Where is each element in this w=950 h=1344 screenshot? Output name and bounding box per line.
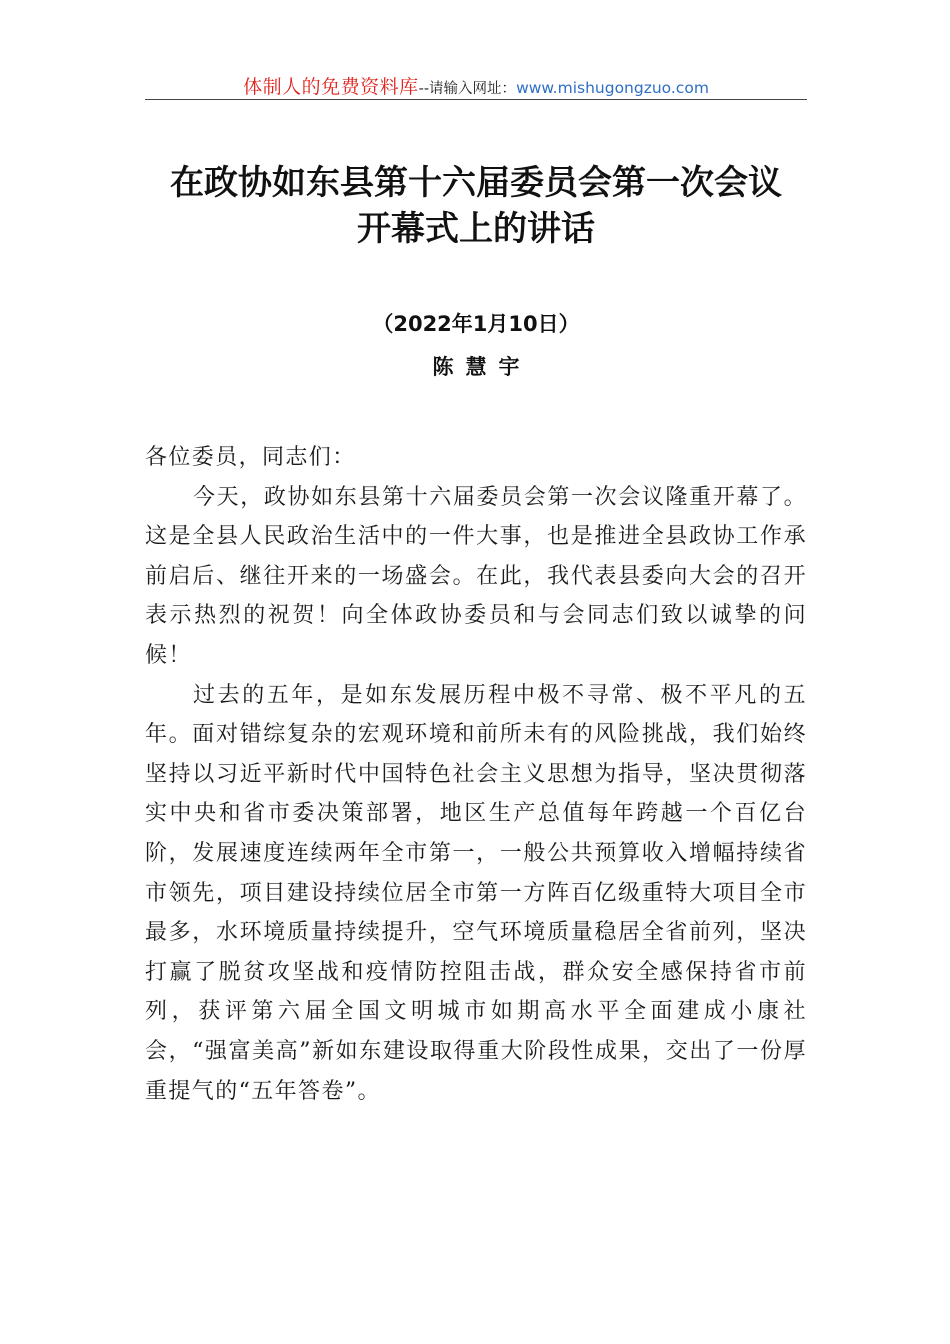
document-body (145, 438, 807, 1111)
header-brand: 体制人的免费资料库 (243, 76, 419, 98)
header-url-link[interactable]: www.mishugongzuo.com (516, 79, 709, 97)
header-prompt: --请输入网址： (418, 81, 517, 97)
title-line-1: 在政协如东县第十六届委员会第一次会议 (170, 163, 782, 203)
body-paragraph-2: 过去的五年，是如东发展历程中极不寻常、极不平凡的五年。面对错综复杂的宏观环境和前所未有的风险挑战，我们始终坚持以习近平新时代中国特色社会主义思想为指导，坚决贯彻落实中央和省市委决策部署，地区生产总值每年跨越一个百亿台阶，发展速度连续两年全市第一，一般公共预算收入增幅持续省市领先，项目建设持续位居全市第一方阵百亿级重特大项目全市最多，水环境质量持续提升，空气环境质量稳居全省前列，坚决打赢了脱贫攻坚战和疫情防控阻击战，群众安全感保持省市前列，获评第六届全国文明城市如期高水平全面建成小康社会，“强富美高”新如东建设取得重大阶段性成果，交出了一份厚重提气的“五年答卷”。 (145, 682, 807, 1104)
salutation: 各位委员，同志们： (145, 445, 356, 470)
speech-date: （2022年1月10日） (372, 312, 580, 336)
title-line-2: 开幕式上的讲话 (357, 209, 595, 249)
body-paragraph-1: 今天，政协如东县第十六届委员会第一次会议隆重开幕了。这是全县人民政治生活中的一件大事，也是推进全县政协工作承前启后、继往开来的一场盛会。在此，我代表县委向大会的召开表示热烈的祝贺！向全体政协委员和与会同志们致以诚挚的问候！ (145, 484, 807, 668)
document-title (100, 160, 852, 252)
header-divider (145, 99, 807, 100)
page-header (145, 72, 807, 100)
speech-author: 陈慧宇 (432, 355, 532, 379)
